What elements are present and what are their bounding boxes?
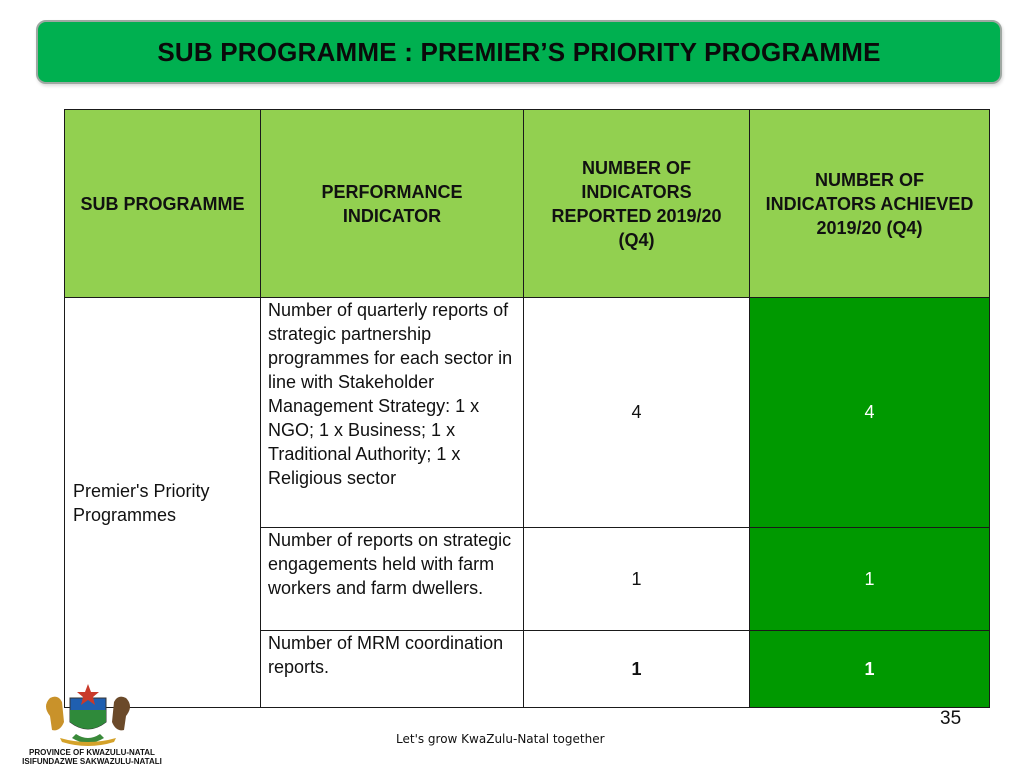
header-indicators-achieved: NUMBER OF INDICATORS ACHIEVED 2019/20 (Q4) bbox=[750, 110, 990, 298]
coat-of-arms-logo bbox=[30, 676, 146, 748]
achieved-cell: 1 bbox=[750, 528, 990, 631]
performance-table bbox=[64, 109, 990, 708]
reported-cell: 1 bbox=[524, 631, 750, 708]
indicator-cell: Number of MRM coordination reports. bbox=[261, 631, 524, 708]
footer-tagline: Let's grow KwaZulu-Natal together bbox=[396, 732, 605, 746]
province-name-zulu: ISIFUNDAZWE SAKWAZULU-NATALI bbox=[22, 757, 162, 766]
achieved-cell: 1 bbox=[750, 631, 990, 708]
province-name-english: PROVINCE OF KWAZULU-NATAL bbox=[29, 748, 155, 757]
reported-cell: 4 bbox=[524, 298, 750, 528]
indicator-cell: Number of quarterly reports of strategic partnership programmes for each sector in line with Stakeholder Management Strategy: 1 x NGO; 1 x Business; 1 x Traditional Authority; 1 x Religious sector bbox=[261, 298, 524, 528]
slide-number: 35 bbox=[940, 708, 962, 729]
header-performance-indicator: PERFORMANCE INDICATOR bbox=[261, 110, 524, 298]
indicator-cell: Number of reports on strategic engagements held with farm workers and farm dwellers. bbox=[261, 528, 524, 631]
achieved-cell: 4 bbox=[750, 298, 990, 528]
reported-cell: 1 bbox=[524, 528, 750, 631]
slide-title: SUB PROGRAMME : PREMIER’S PRIORITY PROGRAMME bbox=[157, 36, 881, 67]
province-name bbox=[8, 748, 176, 766]
sub-programme-cell: Premier's Priority Programmes bbox=[65, 298, 261, 708]
header-sub-programme: SUB PROGRAMME bbox=[65, 110, 261, 298]
table-row bbox=[65, 298, 990, 528]
header-indicators-reported: NUMBER OF INDICATORS REPORTED 2019/20 (Q4) bbox=[524, 110, 750, 298]
table-header-row bbox=[65, 110, 990, 298]
title-banner bbox=[36, 20, 1002, 84]
